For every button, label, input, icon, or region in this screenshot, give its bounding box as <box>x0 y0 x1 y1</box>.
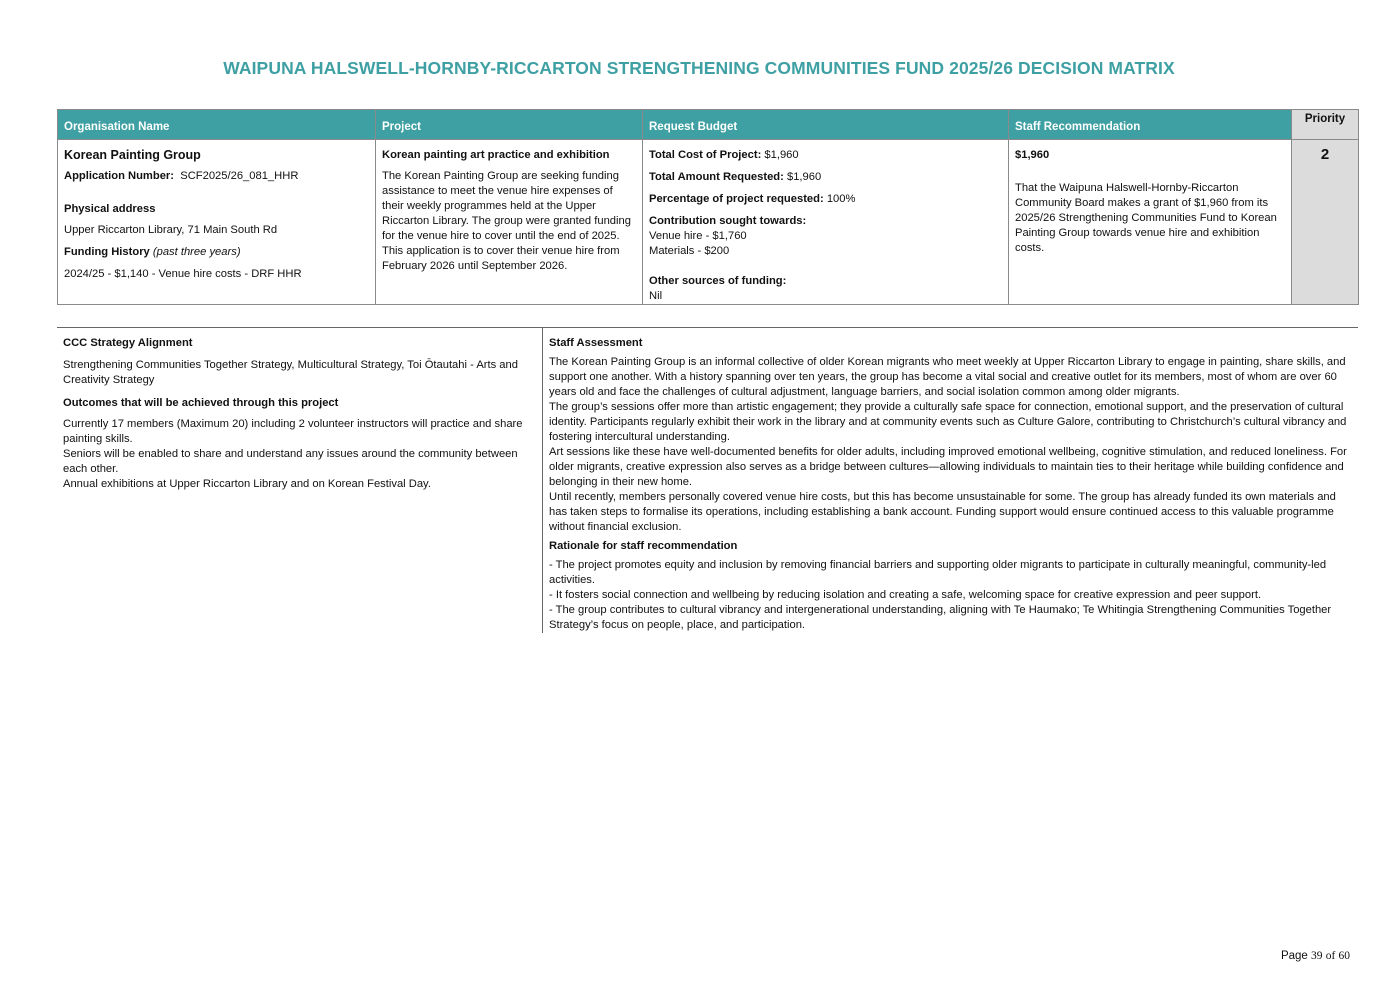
organisation-cell <box>58 140 376 305</box>
assessment-paragraph: Until recently, members personally covered venue hire costs, but this has become unsustainable for some. The group has already funded its own materials and has taken steps to formalise its operations, including establishing a bank account. Funding support would ensure continued access to this valuable programme without financial exclusion. <box>549 491 1336 533</box>
assessment-section <box>57 327 1358 631</box>
physical-address-value: Upper Riccarton Library, 71 Main South Rd <box>64 224 278 236</box>
decision-matrix-table <box>57 109 1359 305</box>
organisation-name: Korean Painting Group <box>64 148 201 162</box>
header-staff-recommendation: Staff Recommendation <box>1009 110 1292 140</box>
assessment-paragraph: Art sessions like these have well-documented benefits for older adults, including improved emotional wellbeing, cognitive stimulation, and reduced loneliness. For older migrants, creative expression also serves as a bridge between cultures—allowing individuals to maintain ties to their heritage while building confidence and belonging in their new home. <box>549 446 1347 488</box>
page-label: Page <box>1280 950 1308 962</box>
funding-history-heading <box>64 245 369 260</box>
percentage-requested <box>649 192 1002 207</box>
total-cost <box>649 148 1002 163</box>
outcome-item: Currently 17 members (Maximum 20) including 2 volunteer instructors will practice and share painting skills. <box>63 418 523 445</box>
application-number <box>64 169 369 184</box>
header-priority: Priority <box>1292 110 1359 140</box>
staff-assessment-heading: Staff Assessment <box>549 337 643 349</box>
contribution-label: Contribution sought towards: <box>649 215 807 227</box>
page-of-label: of <box>1325 950 1336 962</box>
strategy-alignment-heading: CCC Strategy Alignment <box>63 337 193 349</box>
outcomes-heading: Outcomes that will be achieved through this project <box>63 397 339 409</box>
application-number-label: Application Number: <box>64 170 175 182</box>
project-cell <box>376 140 643 305</box>
assessment-paragraph: The Korean Painting Group is an informal collective of older Korean migrants who meet weekly at Upper Riccarton Library to engage in painting, share skills, and support one another. With a history spanning over ten years, the group has become a vital social and creative outlet for its members, most of whom are over 60 years old and face the challenges of cultural adjustment, language barriers, and social isolation common among older migrants. <box>549 356 1346 398</box>
project-title: Korean painting art practice and exhibition <box>382 149 610 161</box>
rationale-heading: Rationale for staff recommendation <box>549 540 738 552</box>
rationale-item: - It fosters social connection and wellbeing by reducing isolation and creating a safe, welcoming space for creative expression and peer support. <box>549 589 1262 601</box>
budget-cell <box>643 140 1009 305</box>
page-footer <box>1281 950 1350 962</box>
document-title: WAIPUNA HALSWELL-HORNBY-RICCARTON STRENGTHENING COMMUNITIES FUND 2025/26 DECISION MATRIX <box>223 58 1175 78</box>
contribution-item: Materials - $200 <box>649 245 730 257</box>
header-request-budget: Request Budget <box>643 110 1009 140</box>
header-project: Project <box>376 110 643 140</box>
priority-value: 2 <box>1320 146 1330 163</box>
recommendation-text: That the Waipuna Halswell-Hornby-Riccarton Community Board makes a grant of $1,960 from its 2025/26 Strengthening Communities Fund to Korean Painting Group towards venue hire and exhibition costs. <box>1015 182 1277 254</box>
physical-address-label: Physical address <box>64 203 156 215</box>
rationale-item: - The group contributes to cultural vibrancy and intergenerational understanding, aligning with Te Haumako; Te Whitingia Strengthening Communities Together Strategy’s focus on people, place, and participation. <box>549 604 1332 631</box>
application-number-value: SCF2025/26_081_HHR <box>180 170 299 182</box>
project-description: The Korean Painting Group are seeking funding assistance to meet the venue hire expenses of their weekly programmes held at the Upper Riccarton Library. The group were granted funding for the venue hire to cover until the end of 2025. This application is to cover their venue hire from February 2026 until September 2026. <box>382 170 631 272</box>
percentage-requested-label: Percentage of project requested: <box>649 193 824 205</box>
total-requested <box>649 170 1002 185</box>
outcome-item: Seniors will be enabled to share and understand any issues around the community between each other. <box>63 448 518 475</box>
matrix-row <box>58 140 1359 305</box>
matrix-header-row <box>58 110 1359 140</box>
funding-history-value: 2024/25 - $1,140 - Venue hire costs - DRF HHR <box>64 268 302 280</box>
recommendation-amount: $1,960 <box>1015 149 1050 161</box>
header-organisation-name: Organisation Name <box>58 110 376 140</box>
total-requested-label: Total Amount Requested: <box>649 171 784 183</box>
total-cost-value: $1,960 <box>764 149 799 161</box>
percentage-requested-value: 100% <box>826 193 856 205</box>
page-number: 39 <box>1311 950 1323 962</box>
recommendation-cell <box>1009 140 1292 305</box>
staff-assessment-column <box>542 328 1358 633</box>
contribution-item: Venue hire - $1,760 <box>649 230 747 242</box>
priority-cell <box>1292 140 1359 305</box>
outcome-item: Annual exhibitions at Upper Riccarton Library and on Korean Festival Day. <box>63 478 431 490</box>
assessment-paragraph: The group’s sessions offer more than artistic engagement; they provide a culturally safe space for connection, emotional support, and the preservation of cultural identity. Participants regularly exhibit their work in the library and at community events such as Culture Galore, contributing to Christchurch’s cultural vibrancy and fostering intercultural understanding. <box>549 401 1347 443</box>
strategy-alignment-text: Strengthening Communities Together Strategy, Multicultural Strategy, Toi Ōtautahi - Arts and Creativity Strategy <box>63 359 518 386</box>
rationale-item: - The project promotes equity and inclusion by removing financial barriers and supporting older migrants to participate in culturally meaningful, community-led activities. <box>549 559 1327 586</box>
total-requested-value: $1,960 <box>786 171 822 183</box>
page-total: 60 <box>1338 950 1350 962</box>
funding-history-note: (past three years) <box>152 246 241 258</box>
other-funding-label: Other sources of funding: <box>649 275 787 287</box>
funding-history-label: Funding History <box>64 246 150 258</box>
other-funding-value: Nil <box>649 290 663 302</box>
total-cost-label: Total Cost of Project: <box>649 149 762 161</box>
strategy-alignment-column <box>57 328 542 492</box>
